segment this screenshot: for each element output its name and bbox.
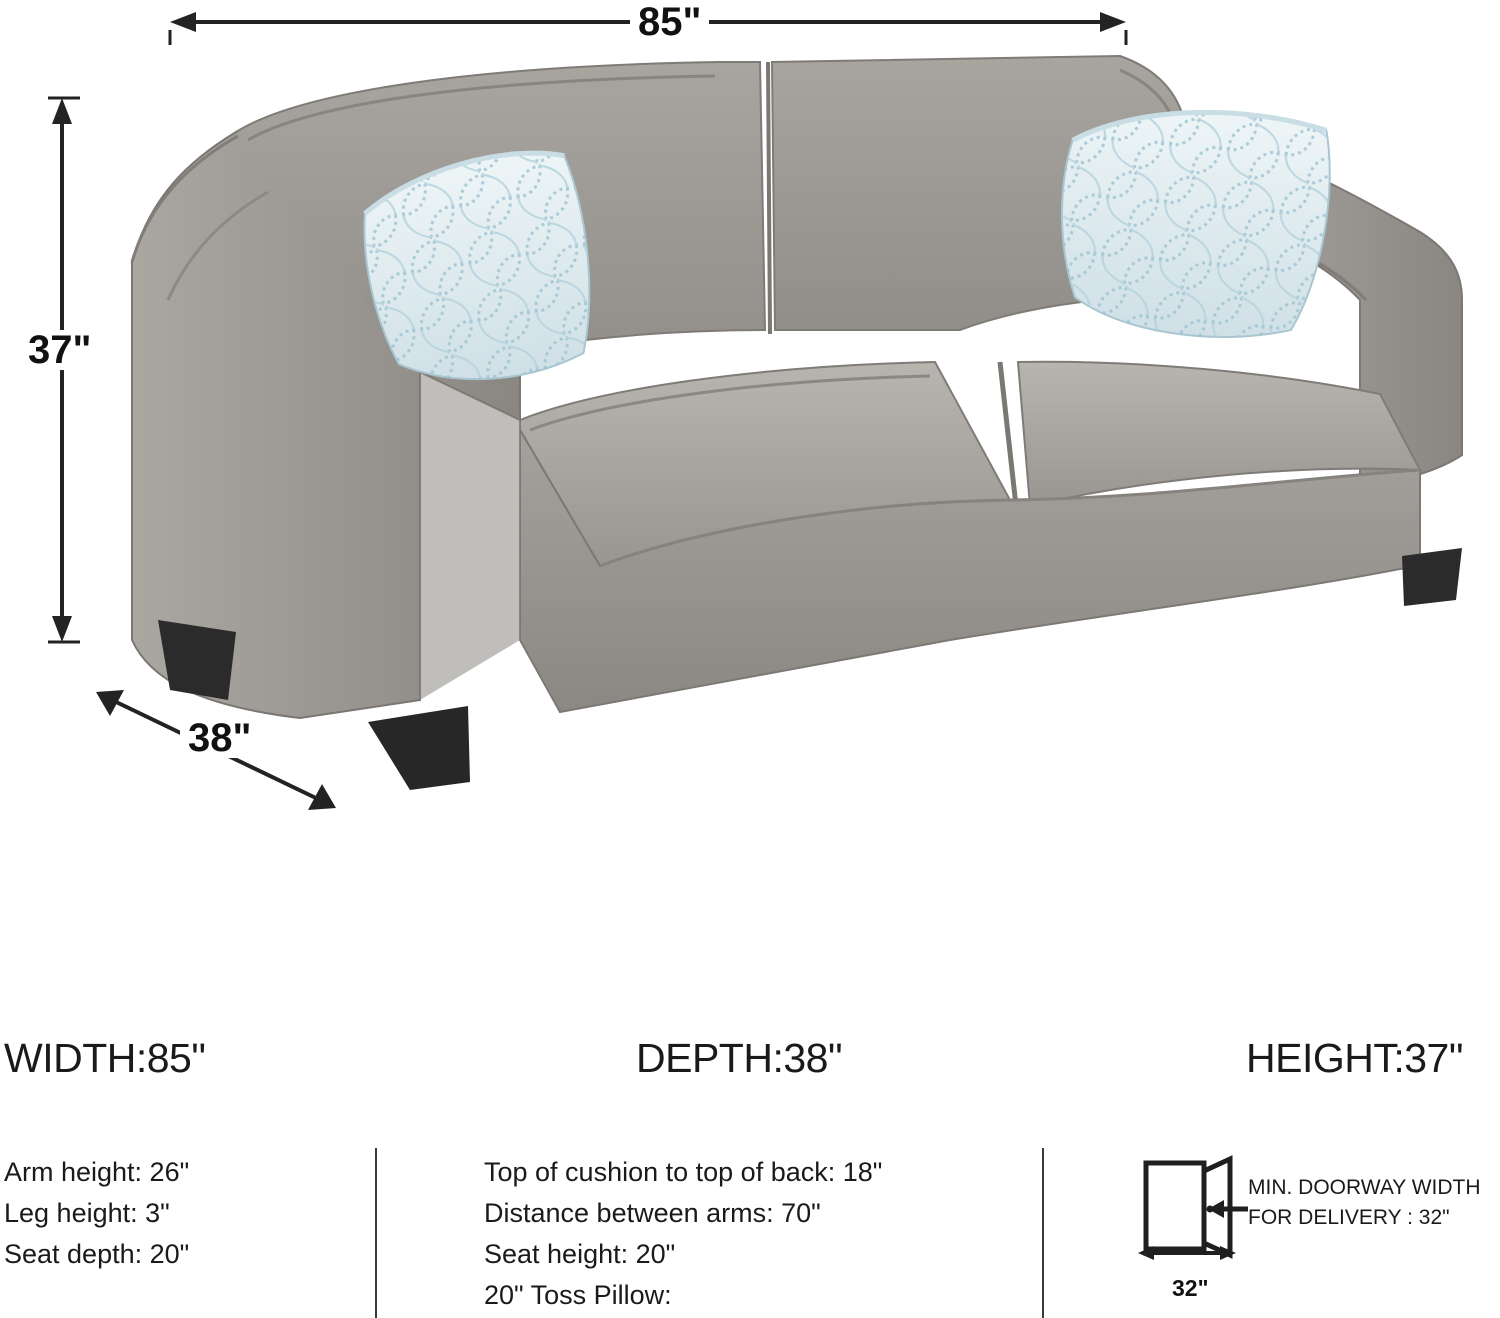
list-item: Arm height: 26" (4, 1157, 190, 1187)
door-width-arrow (1134, 1241, 1244, 1275)
list-item: 20" Toss Pillow: (484, 1280, 672, 1310)
leg-front-left (368, 706, 470, 790)
list-item: Seat height: 20" (484, 1239, 676, 1269)
list-item: Seat depth: 20" (4, 1239, 190, 1269)
spec-column-depth (470, 1000, 1030, 1318)
spec-column-height (1030, 1000, 1500, 1318)
delivery-text (1248, 1173, 1481, 1233)
delivery-line-1: MIN. DOORWAY WIDTH (1248, 1176, 1481, 1199)
height-dimension-label: 37" (20, 330, 99, 370)
door-width-label: 32" (1172, 1275, 1209, 1301)
depth-dimension-label: 38" (180, 718, 259, 758)
leg-rear-right (1402, 548, 1462, 606)
delivery-line-2: FOR DELIVERY : 32" (1248, 1206, 1450, 1229)
width-dimension-label: 85" (630, 2, 709, 42)
width-spec-list (4, 1152, 189, 1275)
delivery-requirement-block (1130, 1155, 1490, 1305)
list-item: Distance between arms: 70" (484, 1198, 821, 1228)
height-headline: HEIGHT:37" (1246, 1035, 1463, 1081)
spec-column-width (0, 1000, 470, 1318)
specifications-panel (0, 1000, 1500, 1318)
list-item: Leg height: 3" (4, 1198, 170, 1228)
depth-headline: DEPTH:38" (636, 1035, 843, 1081)
width-headline: WIDTH:85" (4, 1035, 206, 1081)
depth-spec-list (484, 1152, 882, 1316)
list-item: Top of cushion to top of back: 18" (484, 1157, 883, 1187)
leg-rear-left (158, 620, 236, 700)
